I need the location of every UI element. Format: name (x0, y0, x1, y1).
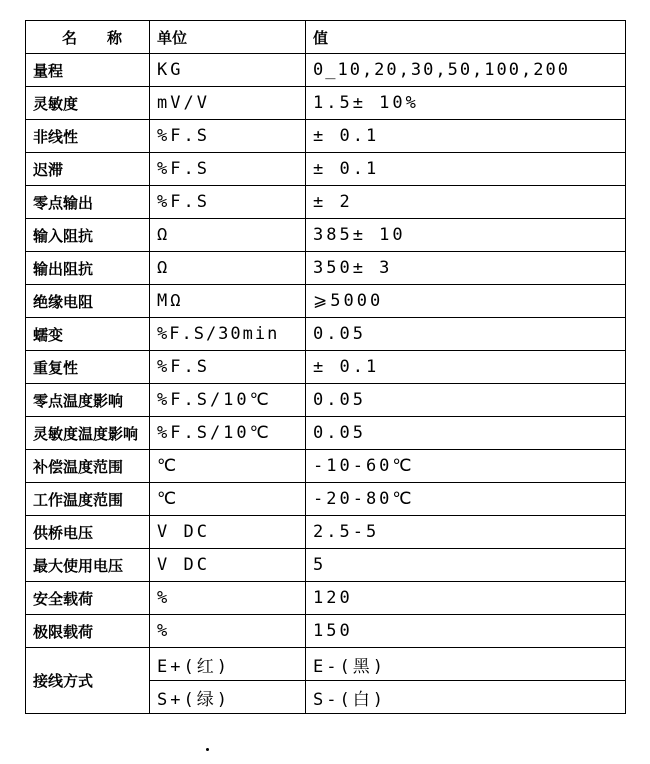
header-name: 名 称 (26, 21, 150, 54)
row-value: 0.05 (306, 384, 626, 417)
row-unit: V DC (150, 516, 306, 549)
row-value: ± 0.1 (306, 153, 626, 186)
row-name: 迟滞 (26, 153, 150, 186)
wiring-row (26, 648, 626, 681)
row-value: 0.05 (306, 318, 626, 351)
row-unit: KG (150, 54, 306, 87)
row-value: 120 (306, 582, 626, 615)
row-unit: % (150, 615, 306, 648)
wiring-left: E+(红) (150, 648, 306, 681)
table-header-row (26, 21, 626, 54)
row-unit: % (150, 582, 306, 615)
row-name: 补偿温度范围 (26, 450, 150, 483)
row-unit: ℃ (150, 450, 306, 483)
table-row (26, 252, 626, 285)
row-name: 非线性 (26, 120, 150, 153)
table-row (26, 285, 626, 318)
table-row (26, 87, 626, 120)
row-name: 蠕变 (26, 318, 150, 351)
row-value: 350± 3 (306, 252, 626, 285)
table-row (26, 54, 626, 87)
row-value: ± 2 (306, 186, 626, 219)
row-unit: %F.S/10℃ (150, 417, 306, 450)
row-value: -10-60℃ (306, 450, 626, 483)
row-name: 工作温度范围 (26, 483, 150, 516)
row-unit: ℃ (150, 483, 306, 516)
row-unit: %F.S (150, 153, 306, 186)
table-row (26, 549, 626, 582)
row-value: ± 0.1 (306, 351, 626, 384)
wiring-left: S+(绿) (150, 681, 306, 714)
table-row (26, 153, 626, 186)
row-value: 385± 10 (306, 219, 626, 252)
wiring-right: S-(白) (306, 681, 626, 714)
table-row (26, 582, 626, 615)
row-name: 重复性 (26, 351, 150, 384)
row-name: 输出阻抗 (26, 252, 150, 285)
table-row (26, 615, 626, 648)
wiring-right: E-(黑) (306, 648, 626, 681)
row-name: 量程 (26, 54, 150, 87)
table-row (26, 219, 626, 252)
row-unit: Ω (150, 252, 306, 285)
row-name: 零点输出 (26, 186, 150, 219)
table-row (26, 120, 626, 153)
row-unit: %F.S (150, 186, 306, 219)
row-value: 2.5-5 (306, 516, 626, 549)
row-value: 5 (306, 549, 626, 582)
row-unit: mV/V (150, 87, 306, 120)
row-value: ⩾5000 (306, 285, 626, 318)
table-row (26, 318, 626, 351)
row-name: 灵敏度 (26, 87, 150, 120)
table-row (26, 483, 626, 516)
row-unit: %F.S (150, 120, 306, 153)
row-value: 150 (306, 615, 626, 648)
row-value: 0.05 (306, 417, 626, 450)
header-value: 值 (306, 21, 626, 54)
table-row (26, 417, 626, 450)
table-row (26, 450, 626, 483)
table-row (26, 351, 626, 384)
row-name: 零点温度影响 (26, 384, 150, 417)
row-name: 极限载荷 (26, 615, 150, 648)
stray-dot (206, 748, 209, 751)
wiring-name: 接线方式 (26, 648, 150, 714)
table-row (26, 384, 626, 417)
row-unit: V DC (150, 549, 306, 582)
row-unit: %F.S (150, 351, 306, 384)
row-name: 灵敏度温度影响 (26, 417, 150, 450)
header-unit: 单位 (150, 21, 306, 54)
row-unit: Ω (150, 219, 306, 252)
row-name: 输入阻抗 (26, 219, 150, 252)
table-row (26, 186, 626, 219)
row-name: 安全载荷 (26, 582, 150, 615)
spec-table (25, 20, 626, 714)
row-unit: %F.S/30min (150, 318, 306, 351)
row-value: ± 0.1 (306, 120, 626, 153)
row-name: 供桥电压 (26, 516, 150, 549)
row-name: 最大使用电压 (26, 549, 150, 582)
row-unit: %F.S/10℃ (150, 384, 306, 417)
row-unit: MΩ (150, 285, 306, 318)
row-name: 绝缘电阻 (26, 285, 150, 318)
table-row (26, 516, 626, 549)
row-value: 0_10,20,30,50,100,200 (306, 54, 626, 87)
row-value: 1.5± 10% (306, 87, 626, 120)
row-value: -20-80℃ (306, 483, 626, 516)
